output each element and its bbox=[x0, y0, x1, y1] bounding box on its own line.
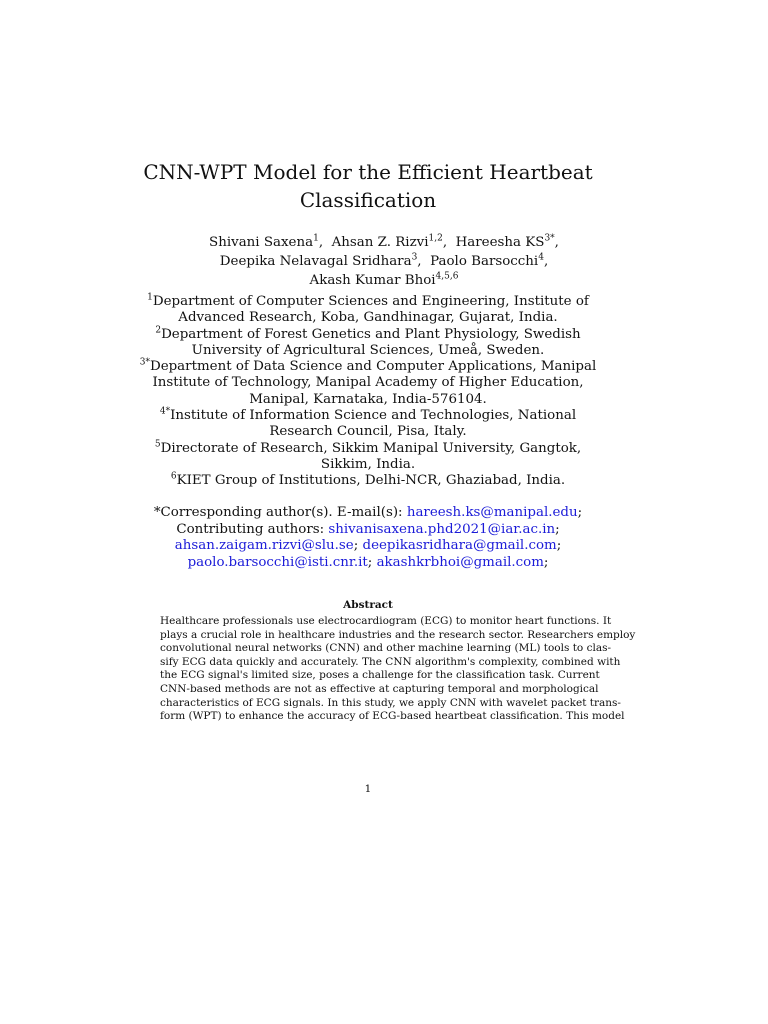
author-name: Paolo Barsocchi bbox=[430, 254, 539, 269]
email-line: paolo.barsocchi@isti.cnr.it; akashkrbhoi@gmail.com; bbox=[187, 554, 549, 570]
author-affiliation-mark: 1 bbox=[313, 233, 319, 244]
affiliation bbox=[138, 473, 598, 489]
email-link-rizvi[interactable]: ahsan.zaigam.rizvi@slu.se bbox=[174, 538, 354, 553]
author-line: Deepika Nelavagal Sridhara$^3$, Paolo Barsocchi$^4$, bbox=[219, 252, 549, 269]
author-affiliation-mark: 3* bbox=[544, 233, 555, 244]
paper-title bbox=[120, 158, 616, 214]
email-link-corresponding[interactable]: hareesh.ks@manipal.edu bbox=[406, 505, 578, 520]
affiliation bbox=[138, 327, 598, 360]
corresponding-label: *Corresponding author(s). E-mail(s): bbox=[153, 505, 407, 520]
affiliation bbox=[138, 294, 598, 327]
paper-title-line-1: CNN-WPT Model for the Efficient Heartbeat bbox=[143, 160, 593, 184]
email-link-saxena[interactable]: shivanisaxena.phd2021@iar.ac.in bbox=[328, 521, 556, 537]
email-link-bhoi[interactable]: akashkrbhoi@gmail.com bbox=[376, 554, 544, 570]
abstract-line: characteristics of ECG signals. In this study, we apply CNN with wavelet packet trans- bbox=[160, 696, 621, 709]
affiliation-text: Department of Data Science and Computer Applications, Manipal Institute of Technology, Manipal Academy of Higher Education, Manipal, Karnataka, India-576104. bbox=[149, 359, 597, 407]
abstract-line: form (WPT) to enhance the accuracy of ECG-based heartbeat classification. This model bbox=[160, 710, 625, 723]
affiliation-mark: 3* bbox=[139, 357, 150, 368]
contributing-authors-line: Contributing authors: shivanisaxena.phd2021@iar.ac.in; bbox=[176, 521, 560, 537]
abstract-heading: Abstract bbox=[343, 599, 393, 611]
abstract-line: plays a crucial role in healthcare industries and the research sector. Researchers employ bbox=[160, 628, 636, 641]
abstract-body bbox=[160, 615, 636, 724]
author-name: Hareesha KS bbox=[455, 235, 545, 250]
email-link-barsocchi[interactable]: paolo.barsocchi@isti.cnr.it bbox=[187, 554, 368, 570]
affiliation bbox=[138, 408, 598, 441]
affiliation-list bbox=[138, 294, 598, 490]
abstract-line: sify ECG data quickly and accurately. The CNN algorithm's complexity, combined with bbox=[160, 655, 621, 668]
affiliation-mark: 1 bbox=[147, 292, 153, 303]
author-line: Shivani Saxena$^1$, Ahsan Z. Rizvi$^{1,2}$, Hareesha $KS^{3*}$, bbox=[209, 233, 559, 250]
author-affiliation-mark: 4 bbox=[538, 252, 544, 263]
affiliation-text: KIET Group of Institutions, Delhi-NCR, Ghaziabad, India. bbox=[176, 473, 566, 489]
abstract-line: CNN-based methods are not as effective at capturing temporal and morphological bbox=[160, 682, 599, 695]
contributing-label: Contributing authors: bbox=[176, 521, 329, 537]
affiliation-text: Department of Forest Genetics and Plant Physiology, Swedish University of Agricultural Sciences, Umeå, Sweden. bbox=[161, 326, 581, 358]
contact-block bbox=[138, 505, 598, 571]
author-name: Akash Kumar Bhoi bbox=[309, 273, 436, 288]
affiliation-mark: 2 bbox=[155, 325, 162, 336]
author-list bbox=[120, 233, 648, 290]
abstract-line: convolutional neural networks (CNN) and other machine learning (ML) tools to clas- bbox=[160, 642, 612, 655]
paper-title-line-2: Classification bbox=[299, 188, 437, 212]
affiliation-text: Directorate of Research, Sikkim Manipal University, Gangtok, Sikkim, India. bbox=[160, 440, 582, 472]
author-name: Ahsan Z. Rizvi bbox=[331, 235, 429, 250]
affiliation-mark: 5 bbox=[154, 439, 161, 450]
email-link-sridhara[interactable]: deepikasridhara@gmail.com bbox=[362, 538, 557, 553]
affiliation-mark: 4* bbox=[159, 406, 171, 417]
email-line: ahsan.zaigam.rizvi@slu.se; deepikasridhara@gmail.com; bbox=[174, 538, 562, 553]
author-affiliation-mark: 4,5,6 bbox=[435, 271, 459, 282]
author-affiliation-mark: 3 bbox=[411, 252, 418, 263]
affiliation bbox=[138, 359, 598, 408]
author-line bbox=[120, 271, 648, 290]
abstract-line: the ECG signal's limited size, poses a challenge for the classification task. Current bbox=[160, 669, 600, 682]
affiliation-text: Department of Computer Sciences and Engineering, Institute of Advanced Research, Koba, Gandhinagar, Gujarat, India. bbox=[152, 294, 589, 326]
author-name: Deepika Nelavagal Sridhara bbox=[219, 254, 412, 269]
corresponding-author-line: *Corresponding author(s). E-mail(s): hareesh.ks@manipal.edu; bbox=[153, 505, 583, 520]
author-affiliation-mark: 1,2 bbox=[428, 233, 443, 244]
affiliation-mark: 6 bbox=[170, 471, 177, 482]
affiliation bbox=[138, 441, 598, 474]
author-name: Shivani Saxena bbox=[209, 235, 314, 250]
abstract-line: Healthcare professionals use electrocardiogram (ECG) to monitor heart functions. It bbox=[160, 615, 612, 627]
page-number: 1 bbox=[364, 783, 372, 795]
affiliation-text: Institute of Information Science and Technologies, National Research Council, Pisa, Italy. bbox=[170, 408, 577, 440]
